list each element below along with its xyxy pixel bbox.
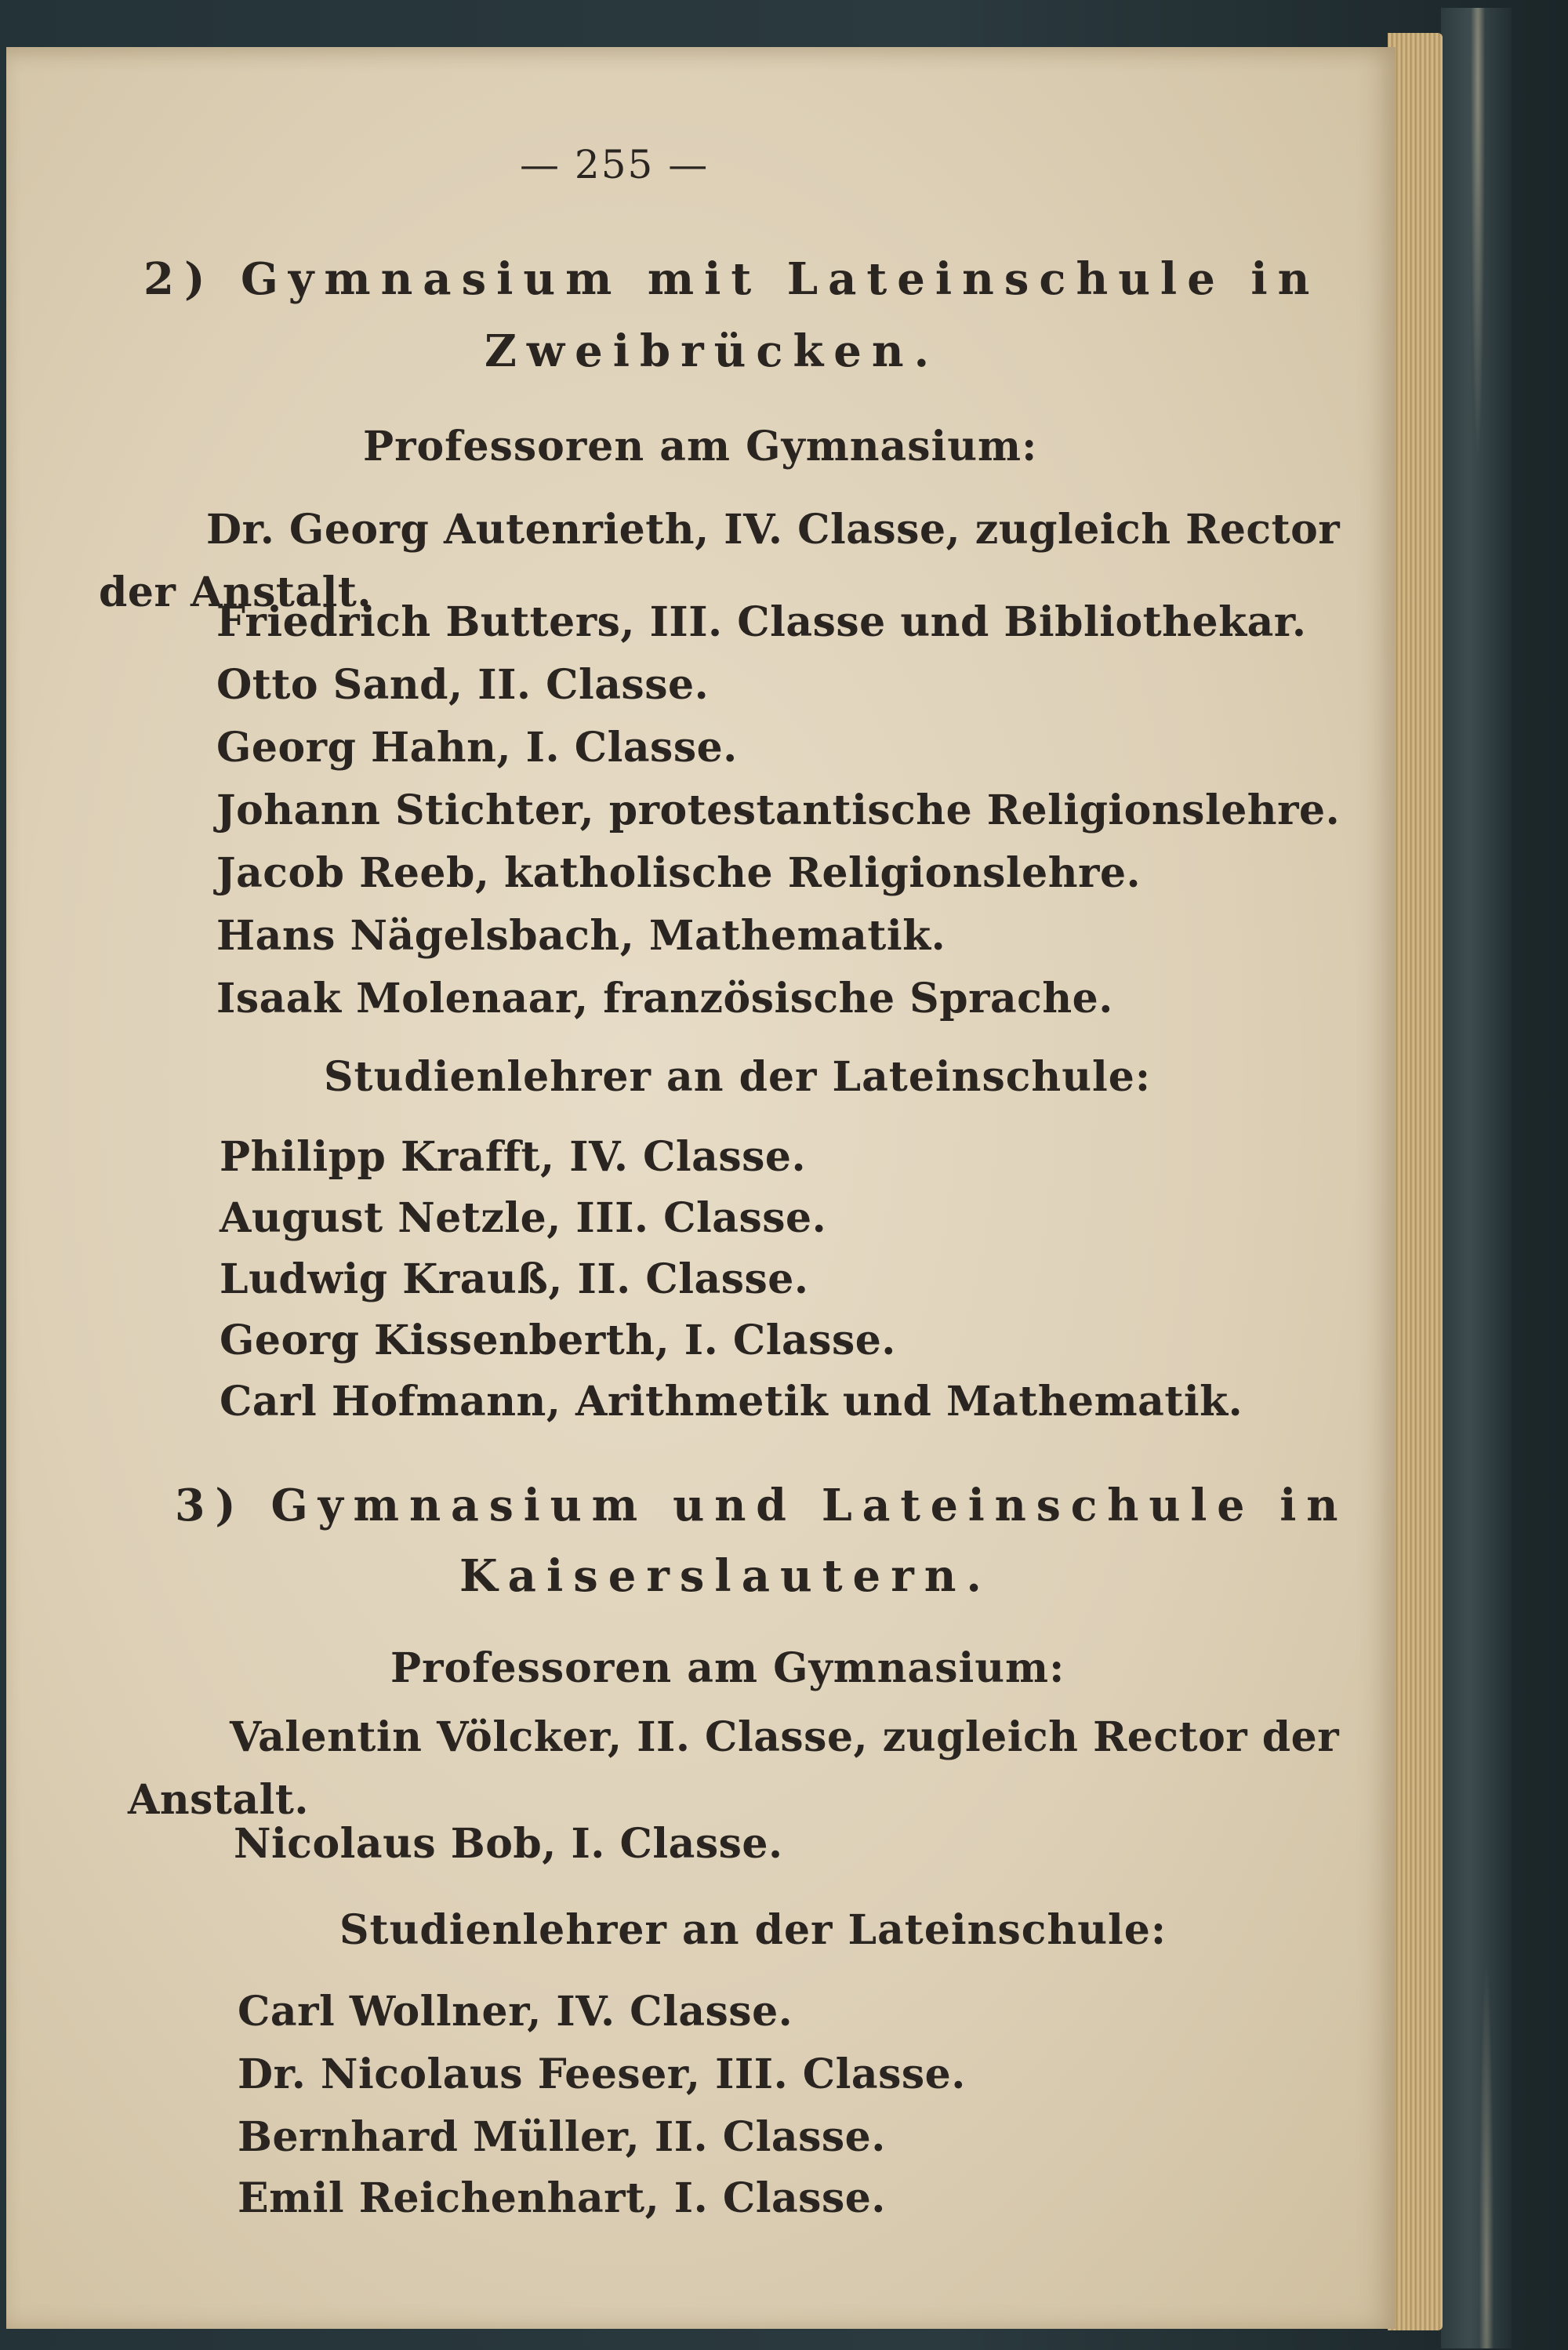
staff-entry: Philipp Krafft, IV. Classe.: [220, 1133, 807, 1181]
staff-entry: Valentin Völcker, II. Classe, zugleich Rector der: [230, 1713, 1340, 1761]
staff-entry: Carl Hofmann, Arithmetik und Mathematik.: [220, 1378, 1243, 1426]
staff-entry: Johann Stichter, protestantische Religionslehre.: [216, 786, 1341, 834]
staff-entry: Carl Wollner, IV. Classe.: [238, 1988, 793, 2036]
group-title: Studienlehrer an der Lateinschule:: [339, 1906, 1167, 1954]
staff-entry: Jacob Reeb, katholische Religionslehre.: [216, 849, 1142, 897]
group-title: Professoren am Gymnasium:: [363, 423, 1038, 470]
book-page: [6, 47, 1396, 2329]
page-number: — 255 —: [520, 142, 710, 187]
staff-entry: Isaak Molenaar, französische Sprache.: [216, 975, 1113, 1022]
staff-entry: Emil Reichenhart, I. Classe.: [238, 2174, 886, 2222]
staff-entry: Friedrich Butters, III. Classe und Bibliothekar.: [216, 598, 1307, 646]
staff-entry: Dr. Georg Autenrieth, IV. Classe, zugleich Rector: [206, 506, 1341, 554]
group-title: Professoren am Gymnasium:: [390, 1644, 1065, 1692]
section-heading: 2) Gymnasium mit Lateinschule in: [143, 253, 1320, 305]
staff-entry: Georg Kissenberth, I. Classe.: [220, 1317, 896, 1364]
staff-entry: August Netzle, III. Classe.: [220, 1194, 827, 1242]
staff-entry-continued: der Anstalt.: [99, 568, 372, 616]
staff-entry-continued: Anstalt.: [128, 1776, 310, 1824]
staff-entry: Ludwig Krauß, II. Classe.: [220, 1255, 809, 1303]
page-edges: [1388, 33, 1443, 2330]
section-heading-continued: Zweibrücken.: [485, 325, 940, 377]
staff-entry: Dr. Nicolaus Feeser, III. Classe.: [238, 2050, 966, 2098]
binding-wear: [1435, 8, 1521, 2348]
staff-entry: Bernhard Müller, II. Classe.: [238, 2113, 886, 2161]
staff-entry: Hans Nägelsbach, Mathematik.: [216, 912, 946, 960]
section-heading: 3) Gymnasium und Lateinschule in: [175, 1480, 1348, 1531]
section-heading-continued: Kaiserslautern.: [459, 1550, 992, 1602]
staff-entry: Nicolaus Bob, I. Classe.: [234, 1820, 783, 1868]
staff-entry: Georg Hahn, I. Classe.: [216, 724, 738, 772]
group-title: Studienlehrer an der Lateinschule:: [324, 1053, 1152, 1101]
staff-entry: Otto Sand, II. Classe.: [216, 661, 710, 709]
